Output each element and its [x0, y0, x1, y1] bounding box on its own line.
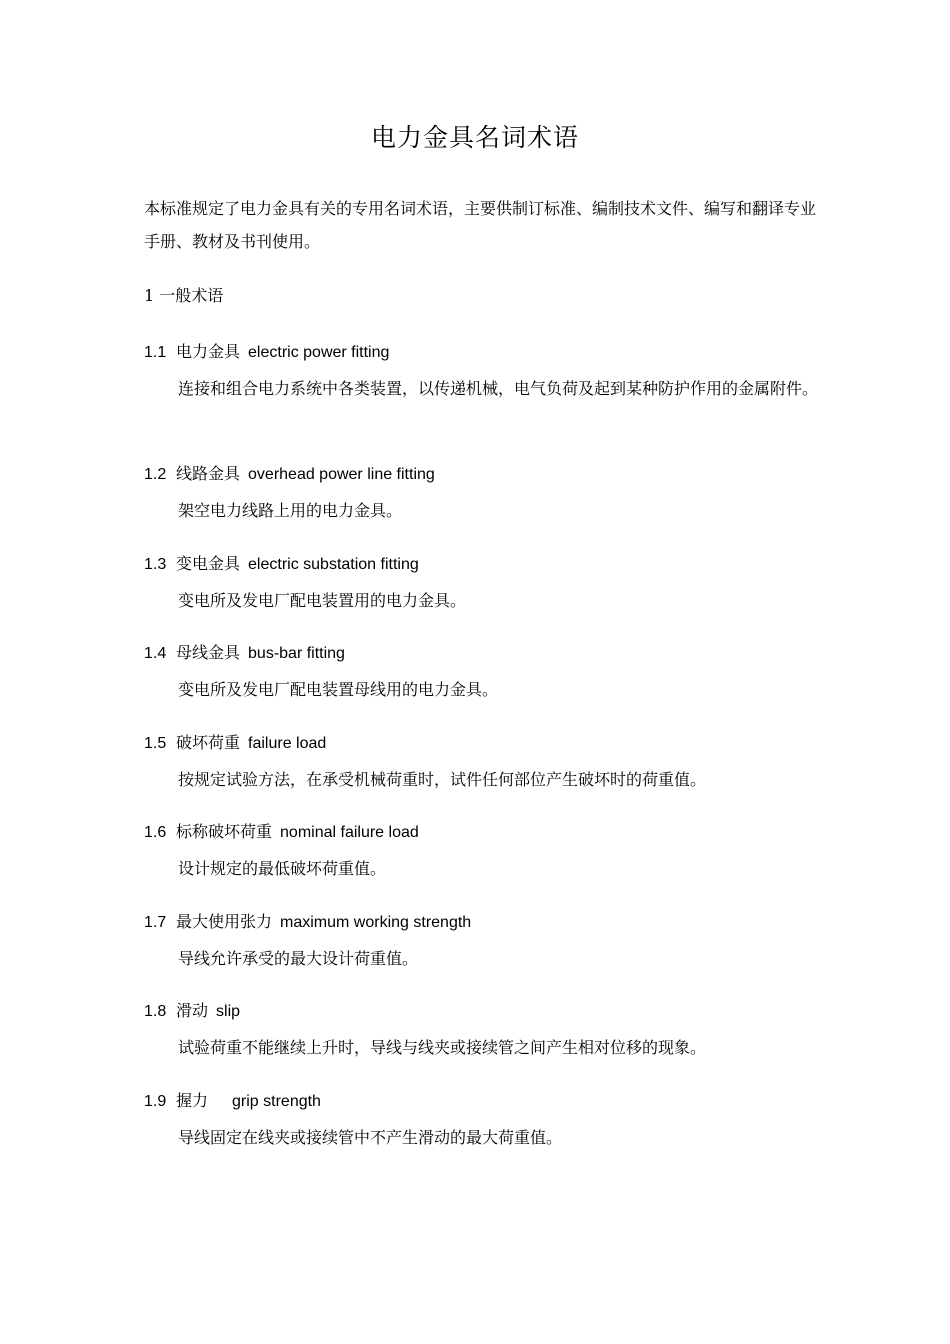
term-english: failure load — [248, 735, 327, 752]
term-entry — [144, 732, 824, 796]
term-english: bus-bar fitting — [248, 645, 345, 662]
term-entry — [144, 642, 824, 706]
term-chinese: 电力金具 — [176, 342, 241, 361]
term-definition: 设计规定的最低破坏荷重值。 — [178, 859, 387, 878]
term-heading — [144, 642, 824, 664]
term-entry — [144, 553, 824, 617]
term-heading — [144, 463, 824, 485]
term-definition: 试验荷重不能继续上升时，导线与线夹或接续管之间产生相对位移的现象。 — [178, 1038, 707, 1057]
term-english: electric substation fitting — [248, 556, 419, 573]
term-entry — [144, 341, 824, 405]
term-heading — [144, 911, 824, 933]
term-number: 1.8 — [144, 1003, 167, 1020]
term-definition: 连接和组合电力系统中各类装置，以传递机械，电气负荷及起到某种防护作用的金属附件。 — [178, 379, 819, 398]
term-english: electric power fitting — [248, 344, 390, 361]
term-heading — [144, 1000, 824, 1022]
intro-paragraph: 本标准规定了电力金具有关的专用名词术语，主要供制订标准、编制技术文件、编写和翻译专业手册、教材及书刊使用。 — [144, 199, 817, 251]
term-number: 1.4 — [144, 645, 167, 662]
term-chinese: 线路金具 — [176, 464, 241, 483]
term-chinese: 最大使用张力 — [176, 912, 273, 931]
term-entry — [144, 1090, 824, 1154]
term-chinese: 滑动 — [176, 1001, 209, 1020]
term-number: 1.2 — [144, 466, 167, 483]
term-entry — [144, 463, 824, 527]
term-number: 1.9 — [144, 1093, 167, 1110]
term-definition: 导线固定在线夹或接续管中不产生滑动的最大荷重值。 — [178, 1128, 563, 1147]
term-definition: 变电所及发电厂配电装置用的电力金具。 — [178, 591, 467, 610]
term-heading — [144, 821, 824, 843]
term-chinese: 母线金具 — [176, 643, 241, 662]
term-chinese: 标称破坏荷重 — [176, 822, 273, 841]
term-english: grip strength — [232, 1093, 321, 1110]
term-definition: 导线允许承受的最大设计荷重值。 — [178, 949, 419, 968]
term-number: 1.1 — [144, 344, 167, 361]
term-definition: 变电所及发电厂配电装置母线用的电力金具。 — [178, 680, 499, 699]
term-chinese: 破坏荷重 — [176, 733, 241, 752]
term-number: 1.7 — [144, 914, 167, 931]
term-number: 1.3 — [144, 556, 167, 573]
term-heading — [144, 341, 824, 363]
term-english: slip — [216, 1003, 241, 1020]
term-definition: 按规定试验方法，在承受机械荷重时，试件任何部位产生破坏时的荷重值。 — [178, 770, 707, 789]
term-chinese: 握力 — [176, 1091, 209, 1110]
term-entry — [144, 911, 824, 975]
section-heading: 1 一般术语 — [144, 286, 224, 305]
term-entry — [144, 1000, 824, 1064]
term-english: overhead power line fitting — [248, 466, 435, 483]
term-number: 1.6 — [144, 824, 167, 841]
term-english: maximum working strength — [280, 914, 472, 931]
term-heading — [144, 1090, 824, 1112]
term-chinese: 变电金具 — [176, 554, 241, 573]
term-number: 1.5 — [144, 735, 167, 752]
term-english: nominal failure load — [280, 824, 419, 841]
term-heading — [144, 732, 824, 754]
term-entry — [144, 821, 824, 885]
term-heading — [144, 553, 824, 575]
term-definition: 架空电力线路上用的电力金具。 — [178, 501, 403, 520]
page-title: 电力金具名词术语 — [370, 123, 579, 152]
